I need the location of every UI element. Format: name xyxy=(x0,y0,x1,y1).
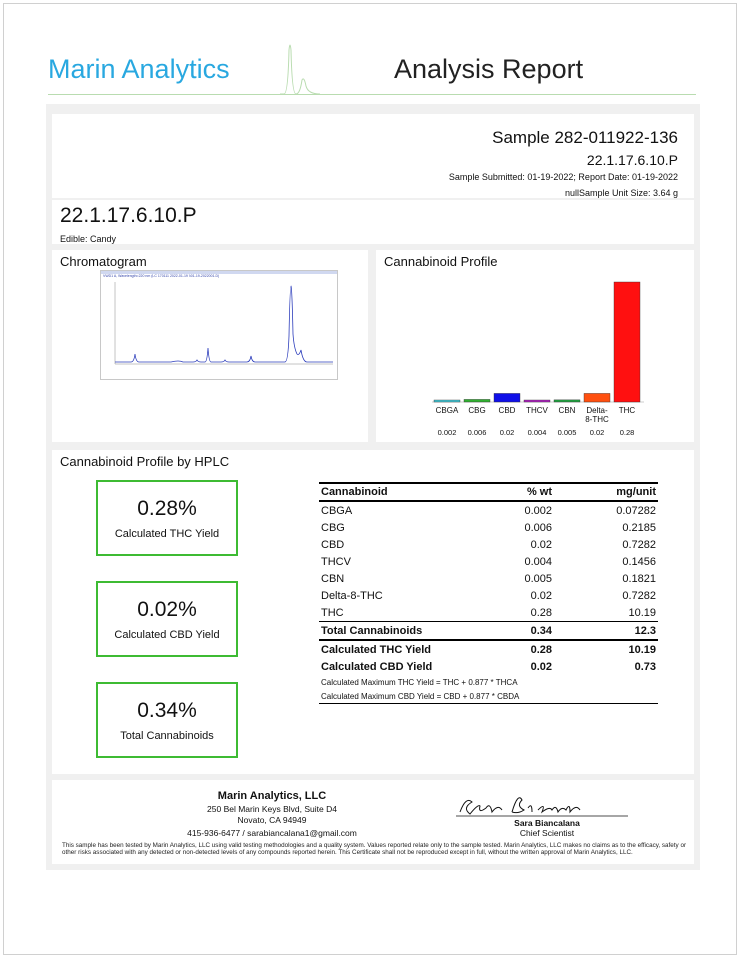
row-mg: 0.07282 xyxy=(616,504,656,517)
bar-value-label: 0.02 xyxy=(589,428,605,437)
total-row xyxy=(319,622,658,641)
sample-code: 22.1.17.6.10.P xyxy=(586,152,678,168)
lab-name: Marin Analytics, LLC xyxy=(217,790,327,802)
hplc-table xyxy=(319,482,658,704)
bar-value-label: 0.004 xyxy=(527,428,547,437)
sample-title: Sample 282-011922-136 xyxy=(492,128,678,147)
total-name: Total Cannabinoids xyxy=(319,622,455,641)
hplc-panel xyxy=(52,450,694,774)
bar-category-label: CBG xyxy=(468,406,486,415)
chromatogram-heading: Chromatogram xyxy=(60,254,147,269)
table-row xyxy=(319,501,658,519)
header-rule xyxy=(48,94,696,95)
cbd-yield-label: Calculated CBD Yield xyxy=(114,629,220,641)
thc-yield-box xyxy=(96,480,238,556)
cbd-yield-row xyxy=(319,658,658,675)
cbd-yield-box xyxy=(96,581,238,657)
bar-cbga xyxy=(434,400,460,402)
thc-yield-pct: 0.28 xyxy=(530,643,552,656)
product-name: 22.1.17.6.10.P xyxy=(60,204,197,227)
bar-value-label: 0.002 xyxy=(437,428,457,437)
bar-category-label: CBD xyxy=(498,406,516,415)
report-frame xyxy=(46,104,700,870)
row-pct: 0.006 xyxy=(524,521,552,534)
signer-name: Sara Biancalana xyxy=(514,818,580,828)
chromatogram-peak-logo xyxy=(280,40,320,96)
cbd-yield-pct: 0.02 xyxy=(530,660,552,673)
bar-value-label: 0.005 xyxy=(557,428,577,437)
profile-heading: Cannabinoid Profile xyxy=(384,254,498,269)
product-panel xyxy=(52,200,694,244)
cbd-yield-name: Calculated CBD Yield xyxy=(321,660,433,673)
chromatogram-caption: VWD1 A, Wavelength=220 nm (LC 170111 2022-01-19 \\01-19-2022001.D) xyxy=(103,274,220,278)
hplc-heading: Cannabinoid Profile by HPLC xyxy=(60,454,230,469)
bar-delta-8-thc xyxy=(584,393,610,402)
cbd-formula-note: Calculated Maximum CBD Yield = CBD + 0.877 * CBDA xyxy=(319,689,658,704)
row-mg: 0.2185 xyxy=(622,521,656,534)
total-cannabinoids-value: 0.34% xyxy=(137,699,197,722)
chromatogram-signal xyxy=(115,286,333,362)
row-name: CBD xyxy=(321,538,345,551)
signer-role: Chief Scientist xyxy=(519,828,575,838)
sample-dates: Sample Submitted: 01-19-2022; Report Date: 01-19-2022 xyxy=(448,172,678,182)
row-name: CBG xyxy=(321,521,345,534)
bar-value-label: 0.02 xyxy=(499,428,515,437)
row-pct: 0.004 xyxy=(524,555,552,568)
bar-category-label: THC xyxy=(618,406,636,415)
brand-name: Marin Analytics xyxy=(48,54,230,84)
row-mg: 10.19 xyxy=(628,606,656,619)
product-type: Edible: Candy xyxy=(60,234,117,244)
row-mg: 0.7282 xyxy=(622,538,656,551)
cbd-yield-mg: 0.73 xyxy=(634,660,656,673)
table-row xyxy=(319,604,658,622)
thc-formula-row xyxy=(319,675,658,689)
bar-value-label: 0.006 xyxy=(467,428,487,437)
bar-category-label: Delta- 8-THC xyxy=(585,406,609,424)
chromatogram-image xyxy=(100,270,338,380)
cbd-formula-row xyxy=(319,689,658,704)
row-name: CBGA xyxy=(321,504,353,517)
bar-value-label: 0.28 xyxy=(619,428,635,437)
thc-yield-name: Calculated THC Yield xyxy=(321,643,432,656)
bar-thc xyxy=(614,282,640,402)
table-row xyxy=(319,553,658,570)
thc-yield-value: 0.28% xyxy=(137,497,197,520)
total-mg: 12.3 xyxy=(554,622,658,641)
table-row xyxy=(319,570,658,587)
table-row xyxy=(319,587,658,604)
lab-address-1: 250 Bel Marin Keys Blvd, Suite D4 xyxy=(207,804,337,814)
row-pct: 0.28 xyxy=(530,606,552,619)
total-cannabinoids-box xyxy=(96,682,238,758)
bar-category-label: THCV xyxy=(526,406,548,415)
row-mg: 0.1821 xyxy=(622,572,656,585)
row-pct: 0.005 xyxy=(524,572,552,585)
thc-formula-note: Calculated Maximum THC Yield = THC + 0.877 * THCA xyxy=(321,677,518,687)
bar-cbn xyxy=(554,400,580,402)
col-pct-wt: % wt xyxy=(455,483,554,501)
total-pct: 0.34 xyxy=(455,622,554,641)
bar-thcv xyxy=(524,400,550,402)
hplc-header-row xyxy=(319,483,658,501)
lab-contact: 415-936-6477 / sarabiancalana1@gmail.com xyxy=(187,828,357,838)
cannabinoid-profile-panel xyxy=(376,250,694,442)
col-mg-unit: mg/unit xyxy=(554,483,658,501)
row-name: THCV xyxy=(321,555,351,568)
bar-cbd xyxy=(494,393,520,402)
bar-category-label: CBGA xyxy=(435,406,459,415)
chromatogram-panel xyxy=(52,250,368,442)
bar-category-label: CBN xyxy=(558,406,576,415)
disclaimer: This sample has been tested by Marin Analytics, LLC using valid testing methodologies and a quality system. Values reported relate only to the sample tested. Marin Analytics, LLC makes no claims as to the efficacy, safety or other risks associated with any detected or non-detected levels of any compounds reported herein. This Certificate shall not be reproduced except in full, without the written approval of Marin Analytics, LLC. xyxy=(62,842,687,856)
row-mg: 0.1456 xyxy=(622,555,656,568)
total-cannabinoids-label: Total Cannabinoids xyxy=(120,730,214,742)
col-cannabinoid: Cannabinoid xyxy=(319,483,455,501)
cbd-yield-value: 0.02% xyxy=(137,598,197,621)
row-pct: 0.02 xyxy=(530,589,552,602)
row-mg: 0.7282 xyxy=(622,589,656,602)
lab-address-2: Novato, CA 94949 xyxy=(237,815,307,825)
thc-yield-label: Calculated THC Yield xyxy=(114,528,220,540)
sample-info-panel xyxy=(52,114,694,198)
report-title: Analysis Report xyxy=(394,54,584,84)
chromatogram-trace xyxy=(101,278,337,376)
sample-unit-size: nullSample Unit Size: 3.64 g xyxy=(564,188,678,198)
table-row xyxy=(319,536,658,553)
bar-cbg xyxy=(464,399,490,402)
row-name: CBN xyxy=(321,572,345,585)
thc-yield-row xyxy=(319,640,658,658)
table-row xyxy=(319,519,658,536)
footer-panel xyxy=(52,780,694,864)
thc-yield-mg: 10.19 xyxy=(628,643,656,656)
signature xyxy=(452,790,632,820)
row-pct: 0.002 xyxy=(524,504,552,517)
row-pct: 0.02 xyxy=(530,538,552,551)
row-name: Delta-8-THC xyxy=(321,589,383,602)
row-name: THC xyxy=(321,606,344,619)
